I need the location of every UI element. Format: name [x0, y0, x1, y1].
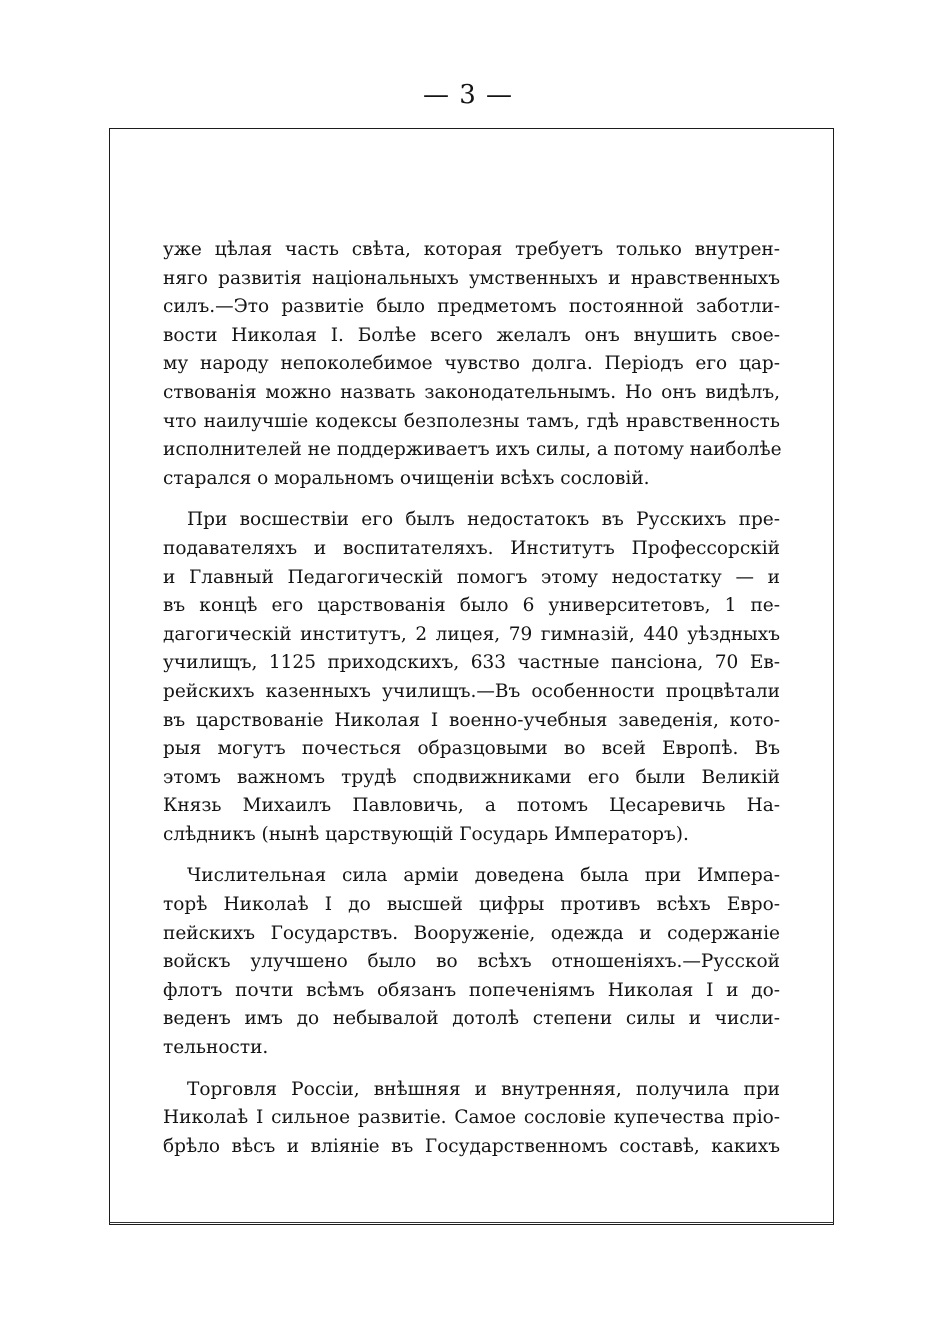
text-line: рейскихъ казенныхъ училищъ.—Въ особенности процвѣтали [163, 680, 780, 702]
text-line: Торговля Россіи, внѣшняя и внутренняя, получила при [187, 1078, 780, 1100]
text-line: рыя могутъ почесться образцовыми во всей Европѣ. Въ [163, 738, 780, 760]
text-line: въ концѣ его царствованія было 6 университетовъ, 1 пе- [163, 595, 780, 617]
paragraph [163, 862, 780, 1062]
text-line: торѣ Николаѣ I до высшей цифры противъ всѣхъ Евро- [163, 894, 780, 916]
paragraph [163, 506, 780, 849]
text-line: уже цѣлая часть свѣта, которая требуетъ только внутрен- [163, 239, 780, 260]
text-line: флотъ почти всѣмъ обязанъ попеченіямъ Николая I и до- [163, 979, 780, 1001]
text-line: силъ.—Это развитіе было предметомъ постоянной заботли- [163, 296, 780, 318]
text-line: подавателяхъ и воспитателяхъ. Институтъ Профессорскій [163, 537, 780, 559]
text-line: Князь Михаилъ Павловичь, а потомъ Цесаревичь На- [163, 795, 780, 817]
text-line: войскъ улучшено было во всѣхъ отношеніяхъ.—Русской [163, 951, 780, 973]
text-line: няго развитія національныхъ умственныхъ и нравственныхъ [163, 267, 780, 289]
text-line: что наилучшіе кодексы безполезны тамъ, гдѣ нравственность [163, 410, 780, 432]
text-line: этомъ важномъ трудѣ сподвижниками его были Великій [163, 766, 780, 788]
text-line: Числительная сила арміи доведена была при Импера- [187, 865, 780, 887]
page-border-bottom-rule [109, 1222, 834, 1223]
text-line: въ царствованіе Николая I военно-учебныя заведенія, кото- [163, 709, 780, 731]
text-line: тельности. [163, 1037, 269, 1059]
text-line: пейскихъ Государствъ. Вооруженіе, одежда и содержаніе [163, 922, 780, 944]
paragraph [163, 236, 780, 493]
text-line: веденъ имъ до небывалой дотолѣ степени силы и числи- [163, 1008, 780, 1030]
paragraph [163, 1076, 780, 1162]
page-number: — 3 — [422, 80, 514, 110]
text-line: старался о моральномъ очищеніи всѣхъ сословій. [163, 467, 650, 489]
text-line: дагогическій институтъ, 2 лицея, 79 гимназій, 440 уѣздныхъ [163, 623, 780, 645]
text-line: При восшествіи его былъ недостатокъ въ Русскихъ пре- [187, 509, 780, 531]
text-line: слѣдникъ (нынѣ царствующій Государь Императоръ). [163, 823, 689, 845]
text-line: и Главный Педагогическій помогъ этому недостатку — и [163, 566, 780, 588]
text-line: училищъ, 1125 приходскихъ, 633 частные пансіона, 70 Ев- [163, 652, 780, 674]
text-line: Николаѣ I сильное развитіе. Самое сословіе купечества пріо- [163, 1107, 780, 1129]
text-line: брѣло вѣсъ и вліяніе въ Государственномъ составѣ, какихъ [163, 1135, 780, 1157]
text-line: вости Николая I. Болѣе всего желалъ онъ внушить свое- [163, 324, 780, 346]
text-line: исполнителей не поддерживаетъ ихъ силы, а потому наиболѣе [163, 439, 782, 461]
text-line: ствованія можно назвать законодательнымъ. Но онъ видѣлъ, [163, 381, 780, 403]
body-text [163, 236, 780, 1174]
text-line: му народу непоколебимое чувство долга. Періодъ его цар- [163, 353, 780, 375]
